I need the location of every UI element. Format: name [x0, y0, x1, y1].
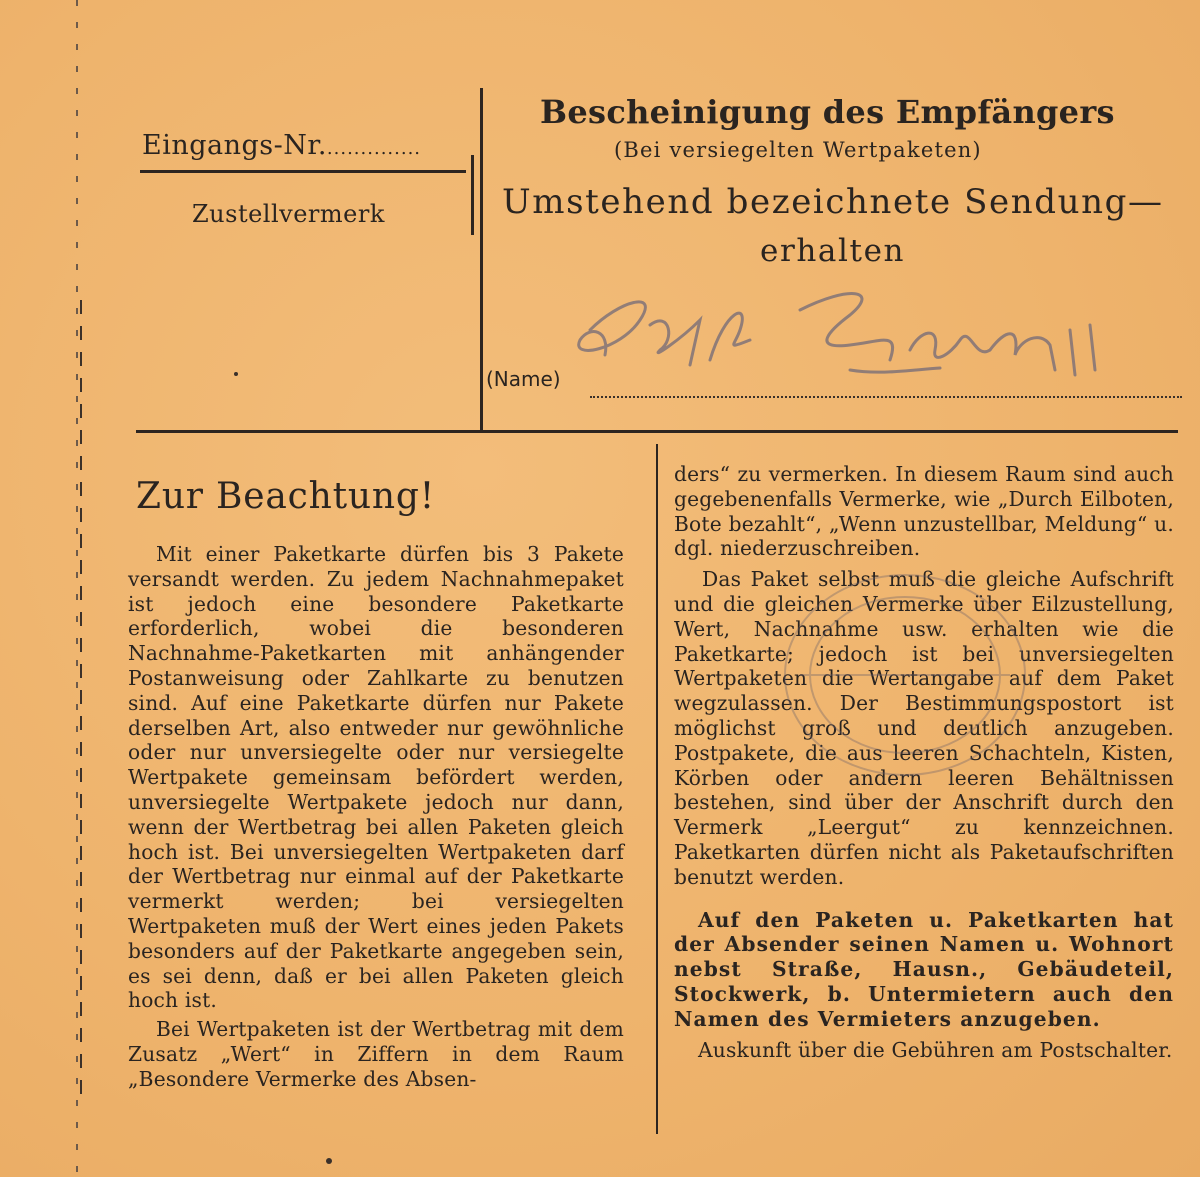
zustellvermerk-label: Zustellvermerk [192, 200, 385, 228]
postmark-stamp [760, 560, 1050, 790]
notice-left-column [128, 542, 624, 1096]
certificate-subtitle: (Bei versiegelten Wertpaketen) [614, 138, 982, 162]
column-divider [656, 444, 658, 1134]
main-horizontal-divider [136, 430, 1178, 433]
notice-paragraph: ders“ zu vermerken. In diesem Raum sind auch gegebenenfalls Vermerke, wie „Durch Eilboten, Bote bezahlt“, „Wenn unzustellbar, Meldung“ u. dgl. niederzuschreiben. [674, 462, 1174, 561]
certificate-title: Bescheinigung des Empfängers [540, 93, 1115, 131]
notice-heading: Zur Beachtung! [136, 476, 435, 517]
notice-paragraph: Bei Wertpaketen ist der Wertbetrag mit dem Zusatz „Wert“ in Ziffern in dem Raum „Besondere Vermerke des Absen- [128, 1017, 624, 1091]
certificate-statement-cont: erhalten [760, 233, 906, 269]
eingang-underline [140, 170, 466, 173]
center-divider [480, 88, 483, 433]
name-label: (Name) [486, 367, 561, 391]
notice-paragraph: Das Paket selbst muß die gleiche Aufschrift und die gleichen Vermerke über Eilzustellung, Wert, Nachnahme usw. erhalten wie die Paketkarte; jedoch ist bei unversiegelten Wertpaketen die Wertangabe auf dem Paket wegzulassen. Der Bestimmungspostort ist möglichst groß und deutlich anzugeben. Postpakete, die aus leeren Schachteln, Kisten, Körben oder andern leeren Behältnissen bestehen, sind über der Anschrift durch den Vermerk „Leergut“ zu kennzeichnen. Paketkarten dürfen nicht als Paketaufschriften benutzt werden. [674, 567, 1174, 889]
certificate-statement: Umstehend bezeichnete Sendung— [502, 182, 1164, 222]
fee-info: Auskunft über die Gebühren am Postschalter. [698, 1037, 1173, 1062]
paper-speck [234, 372, 238, 376]
name-signature-line [590, 396, 1182, 398]
handwritten-signature [550, 270, 1120, 410]
perforation-edge-lower [80, 300, 82, 1100]
eingangs-nr-field [142, 130, 421, 161]
eingangs-nr-label: Eingangs-Nr. [142, 130, 327, 161]
left-box-divider [471, 155, 474, 235]
perforation-edge [76, 0, 78, 1177]
paper-speck [326, 1158, 332, 1164]
eingangs-nr-dots: .............. [326, 138, 422, 159]
sender-instruction: Auf den Paketen u. Paketkarten hat der Absender seinen Namen u. Wohnort nebst Straße, Hausn., Gebäudeteil, Stockwerk, b. Untermietern auch den Namen des Vermieters anzugeben. [674, 907, 1174, 1031]
notice-paragraph: Mit einer Paketkarte dürfen bis 3 Pakete versandt werden. Zu jedem Nachnahmepaket ist jedoch eine besondere Paketkarte erforderlich, wobei die besonderen Nachnahme-Paketkarten mit anhängender Postanweisung oder Zahlkarte zu benutzen sind. Auf eine Paketkarte dürfen nur Pakete derselben Art, also entweder nur gewöhnliche oder nur unversiegelte oder nur versiegelte Wertpakete gemeinsam befördert werden, unversiegelte Wertpakete jedoch nur dann, wenn der Wertbetrag bei allen Paketen gleich hoch ist. Bei unversiegelten Wertpaketen darf der Wertbetrag nur einmal auf der Paketkarte vermerkt werden; bei versiegelten Wertpaketen muß der Wert eines jeden Pakets besonders auf der Paketkarte angegeben sein, es sei denn, daß er bei allen Paketen gleich hoch ist. [128, 542, 624, 1013]
